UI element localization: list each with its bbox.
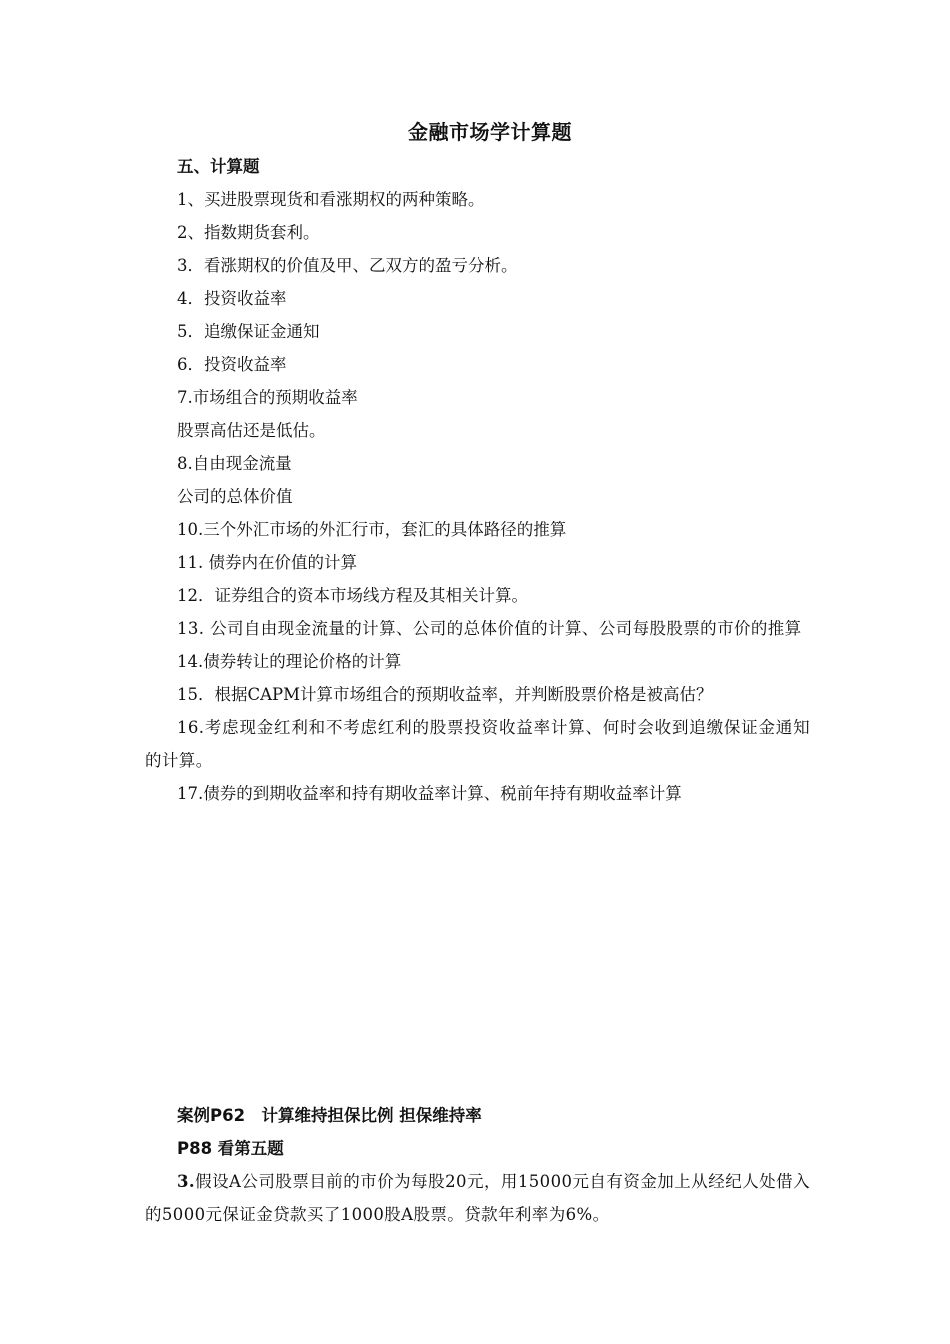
list-item-13: 13. 公司自由现金流量的计算、公司的总体价值的计算、公司每股股票的市价的推算 (177, 619, 802, 638)
problem-3-number: 3. (177, 1172, 196, 1191)
list-item: 6．投资收益率 (177, 355, 287, 374)
case-heading: 案例P62 计算维持担保比例 担保维持率 (177, 1106, 482, 1125)
list-item: 2、指数期货套利。 (177, 223, 320, 242)
list-item: 3．看涨期权的价值及甲、乙双方的盈亏分析。 (177, 256, 518, 275)
list-item: 公司的总体价值 (177, 487, 293, 506)
list-item: 1、买进股票现货和看涨期权的两种策略。 (177, 190, 485, 209)
list-item-15: 15．根据CAPM计算市场组合的预期收益率，并判断股票价格是被高估？ (177, 685, 713, 704)
list-item: 5．追缴保证金通知 (177, 322, 320, 341)
problem-3-text: 假设A公司股票目前的市价为每股20元，用15000元自有资金加上从经纪人处借入的5000元保证金贷款买了1000股A股票。贷款年利率为6%。 (145, 1172, 810, 1224)
list-item-17: 17.债券的到期收益率和持有期收益率计算、税前年持有期收益率计算 (177, 784, 682, 803)
problem-3 (145, 1165, 810, 1231)
list-item: 8.自由现金流量 (177, 454, 292, 473)
list-item: 4．投资收益率 (177, 289, 287, 308)
list-item: 股票高估还是低估。 (177, 421, 326, 440)
case-section (145, 1099, 810, 1231)
section-heading: 五、计算题 (177, 157, 260, 176)
p88-heading: P88 看第五题 (177, 1139, 284, 1158)
list-item-16: 16.考虑现金红利和不考虑红利的股票投资收益率计算、何时会收到追缴保证金通知的计算。 (145, 718, 810, 770)
list-item: 7.市场组合的预期收益率 (177, 388, 358, 407)
question-list (145, 150, 810, 810)
document-title: 金融市场学计算题 (408, 120, 572, 144)
list-item: 12．证券组合的资本市场线方程及其相关计算。 (177, 586, 528, 605)
list-item: 11. 债券内在价值的计算 (177, 553, 357, 572)
list-item: 10.三个外汇市场的外汇行市，套汇的具体路径的推算 (177, 520, 567, 539)
list-item-14: 14.债券转让的理论价格的计算 (177, 652, 402, 671)
